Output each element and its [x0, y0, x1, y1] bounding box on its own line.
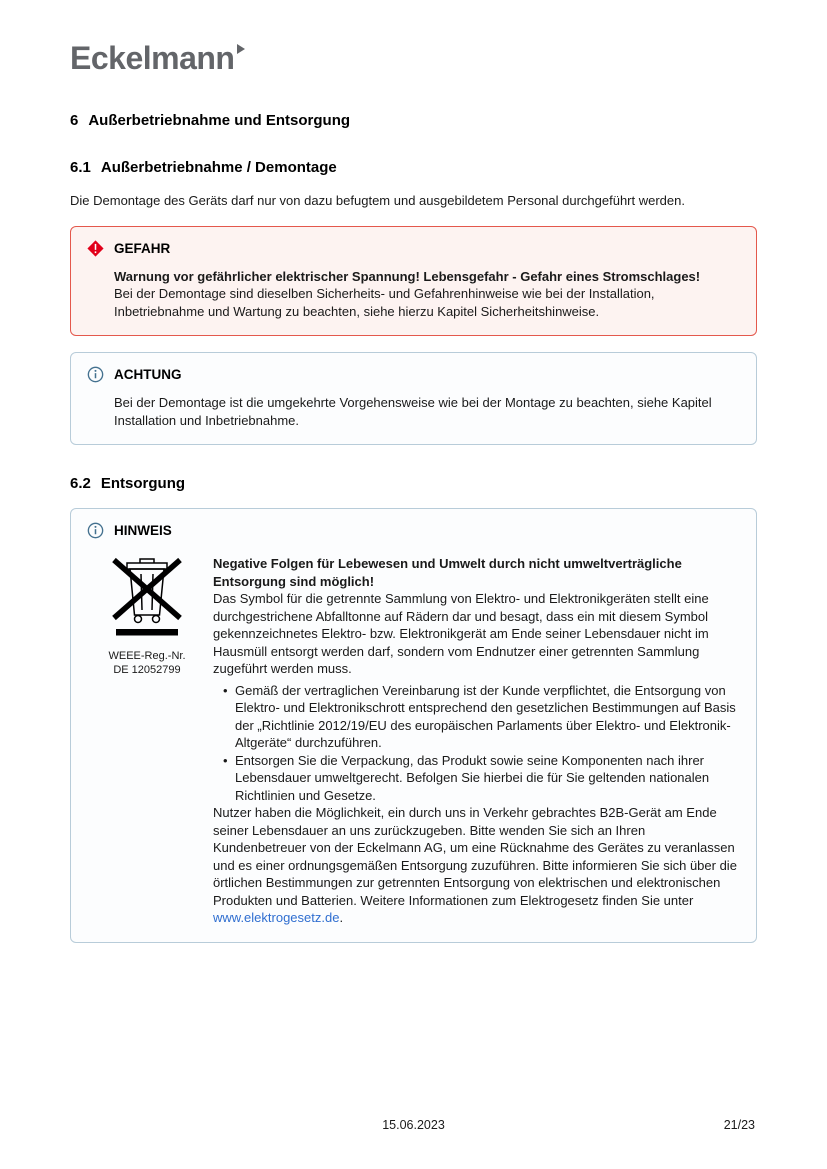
danger-box-header — [87, 240, 740, 257]
subsection-title: Außerbetriebnahme / Demontage — [100, 159, 337, 176]
intro-paragraph: Die Demontage des Geräts darf nur von dazu befugtem und ausgebildetem Personal durchgeführt werden. — [70, 193, 685, 208]
subsection-heading-6-1 — [70, 159, 757, 176]
weee-crossed-out-wheelie-bin-icon — [110, 555, 184, 644]
weee-column — [99, 555, 195, 927]
info-icon — [87, 522, 104, 539]
subsection-heading-6-2 — [70, 475, 757, 492]
danger-box-body — [114, 268, 740, 321]
list-item: • Gemäß der vertraglichen Vereinbarung ist der Kunde verpflichtet, die Entsorgung von Elektro- und Elektronikschrott entsprechend den gesetzlichen Bestimmungen auf Basis der „Richtlinie 2012/19/EU des europäischen Parlaments über Elektro- und Elektronik-Altgeräte“ durchzuführen. — [223, 682, 740, 752]
info-icon — [87, 366, 104, 383]
notice-paragraph-2: Nutzer haben die Möglichkeit, ein durch uns in Verkehr gebrachtes B2B-Gerät am Ende seiner Lebensdauer an uns zurückzugeben. Bitte wenden Sie sich an Ihren Kundenbetreuer von der Eckelmann AG, um eine Rücknahme des Gerätes zu veranlassen und es einer ordnungsgemäßen Entsorgung zuzuführen. Bitte informieren Sie sich über die örtlichen Bestimmungen zur getrennten Entsorgung von elektrischen und elektronischen Produkten und Batterien. Weitere Informationen zum Elektrogesetz finden Sie unter www.elektrogesetz.de. — [213, 805, 737, 925]
notice-box-title: HINWEIS — [114, 523, 172, 538]
attention-box-body — [114, 394, 740, 429]
danger-icon — [87, 240, 104, 257]
section-title: Außerbetriebnahme und Entsorgung — [88, 112, 351, 129]
subsection-number: 6.2 — [70, 475, 91, 492]
attention-text: Bei der Demontage ist die umgekehrte Vorgehensweise wie bei der Montage zu beachten, siehe Kapitel Installation und Inbetriebnahme. — [114, 395, 712, 428]
danger-box-title: GEFAHR — [114, 240, 171, 256]
logo-text: Eckelmann — [70, 40, 235, 76]
notice-text-column — [213, 555, 740, 927]
danger-headline: Warnung vor gefährlicher elektrischer Spannung! Lebensgefahr - Gefahr eines Stromschlages! — [114, 268, 701, 284]
danger-box — [70, 226, 757, 337]
elektrogesetz-link[interactable]: www.elektrogesetz.de — [213, 910, 340, 925]
eckelmann-logo — [70, 42, 757, 74]
attention-box — [70, 352, 757, 445]
notice-box-header — [87, 522, 740, 539]
section-heading — [70, 112, 757, 129]
notice-bullet-list — [213, 682, 740, 805]
weee-registration-number: WEEE-Reg.-Nr. DE 12052799 — [108, 650, 186, 676]
subsection-title: Entsorgung — [100, 475, 186, 492]
notice-headline: Negative Folgen für Lebewesen und Umwelt durch nicht umweltverträgliche Entsorgung sind möglich! — [213, 556, 682, 589]
notice-paragraph-1: Das Symbol für die getrennte Sammlung von Elektro- und Elektronikgeräten stellt eine durchgestrichene Abfalltonne auf Rädern dar und besagt, dass ein mit diesem Symbol gekennzeichnetes Elektro- bzw. Elektronikgerät am Ende seiner Lebensdauer nicht im Hausmüll entsorgt werden darf, sondern vom Endnutzer einer getrennten Sammlung zugeführt werden muss. — [213, 591, 709, 676]
footer-date: 15.06.2023 — [382, 1118, 445, 1132]
danger-text: Bei der Demontage sind dieselben Sicherheits- und Gefahrenhinweise wie bei der Installation, Inbetriebnahme und Wartung zu beachten, siehe hierzu Kapitel Sicherheitshinweise. — [114, 286, 655, 319]
section-number: 6 — [70, 112, 79, 129]
notice-box-content — [87, 555, 740, 927]
page-footer — [0, 1118, 827, 1132]
footer-page-number: 21/23 — [723, 1118, 755, 1132]
notice-box — [70, 508, 757, 943]
subsection-number: 6.1 — [70, 159, 91, 176]
attention-box-title: ACHTUNG — [114, 367, 182, 382]
logo-triangle-icon — [237, 44, 245, 54]
list-item: • Entsorgen Sie die Verpackung, das Produkt sowie seine Komponenten nach ihrer Lebensdauer umweltgerecht. Befolgen Sie hierbei die für Sie geltenden nationalen Richtlinien und Gesetze. — [223, 752, 740, 805]
attention-box-header — [87, 366, 740, 383]
